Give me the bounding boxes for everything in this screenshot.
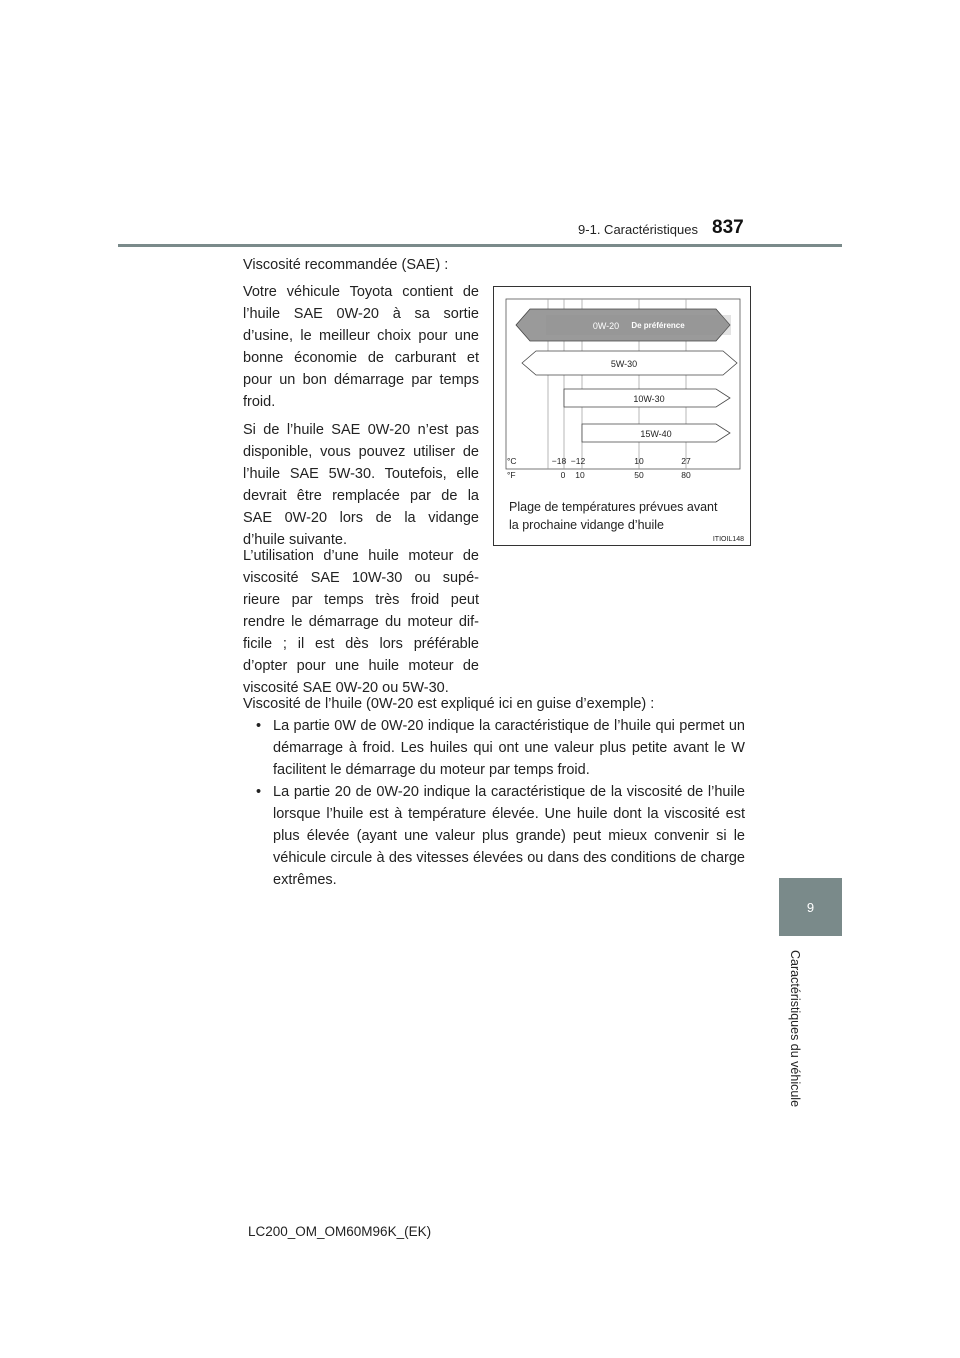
bullet-cold-start: La partie 0W de 0W-20 indique la caractéristique de l’huile qui permet un démarrage à froid. Les huiles qui ont une valeur plus petite avant le W facilitent le démarrage du moteur par temps froid. [273,718,745,778]
celsius-tick: 10 [634,456,644,466]
fahrenheit-tick: 10 [575,470,585,480]
paragraph-recommended-oil: Votre véhicule Toyota contient de l’huile SAE 0W-20 à sa sortie d’usine, le meilleur choix pour une bonne économie de carburant et pour un bon démarrage par temps froid. [243,284,479,410]
fahrenheit-unit: °F [507,470,516,480]
viscosity-heading: Viscosité de l’huile (0W-20 est expliqué ici en guise d’exemple) : [243,696,655,712]
section-label: 9-1. Caractéristiques [578,222,698,237]
figure-caption-line1: Plage de températures prévues avant [509,500,718,514]
chapter-number: 9 [806,899,815,915]
preferred-tag: De préférence [631,321,685,330]
chapter-tab [779,878,842,936]
intro-heading: Viscosité recommandée (SAE) : [243,257,449,273]
grade-label-15w-40: 15W-40 [640,429,672,439]
grade-label-10w-30: 10W-30 [633,394,665,404]
celsius-tick: −18 [551,456,567,466]
fahrenheit-tick: 80 [681,470,691,480]
paragraph-cold-weather: L’utilisation d’une huile moteur de viscosité SAE 10W-30 ou supé-rieure par temps très froid peut rendre le démarrage du moteur dif-ficile ; il est dès lors préférable d’opter pour une huile moteur de viscosité SAE 0W-20 ou 5W-30. [243,548,479,696]
grade-label-0w-20: 0W-20 [592,321,620,331]
celsius-tick: 27 [681,456,691,466]
figure-code: ITIOIL148 [712,536,744,543]
oil-viscosity-figure [493,286,751,546]
celsius-unit: °C [507,456,517,466]
bullet-marker: • [256,784,262,800]
bullet-marker: • [256,718,262,734]
fahrenheit-tick: 0 [560,470,566,480]
paragraph-alternative-oil: Si de l’huile SAE 0W-20 n’est pas disponible, vous pouvez utiliser de l’huile SAE 5W-30. Toutefois, elle devrait être remplacée par de la SAE 0W-20 lors de la vidange d’huile suivante. [243,422,479,548]
header-rule [118,244,842,247]
page-number: 837 [712,217,744,238]
chapter-title: Caractéristiques du véhicule [788,950,802,1108]
fahrenheit-tick: 50 [634,470,644,480]
viscosity-temperature-diagram [494,287,750,545]
document-code: LC200_OM_OM60M96K_(EK) [248,1224,432,1239]
bullet-high-temp: La partie 20 de 0W-20 indique la caractéristique de la viscosité de l’huile lorsque l’huile est à température élevée. Une huile dont la viscosité est plus élevée (ayant une valeur plus grande) peut mieux convenir si le véhicule circule à des vitesses élevées ou dans des conditions de charge extrêmes. [273,784,745,888]
celsius-tick: −12 [570,456,586,466]
figure-caption-line2: la prochaine vidange d’huile [509,518,664,532]
grade-label-5w-30: 5W-30 [610,359,638,369]
